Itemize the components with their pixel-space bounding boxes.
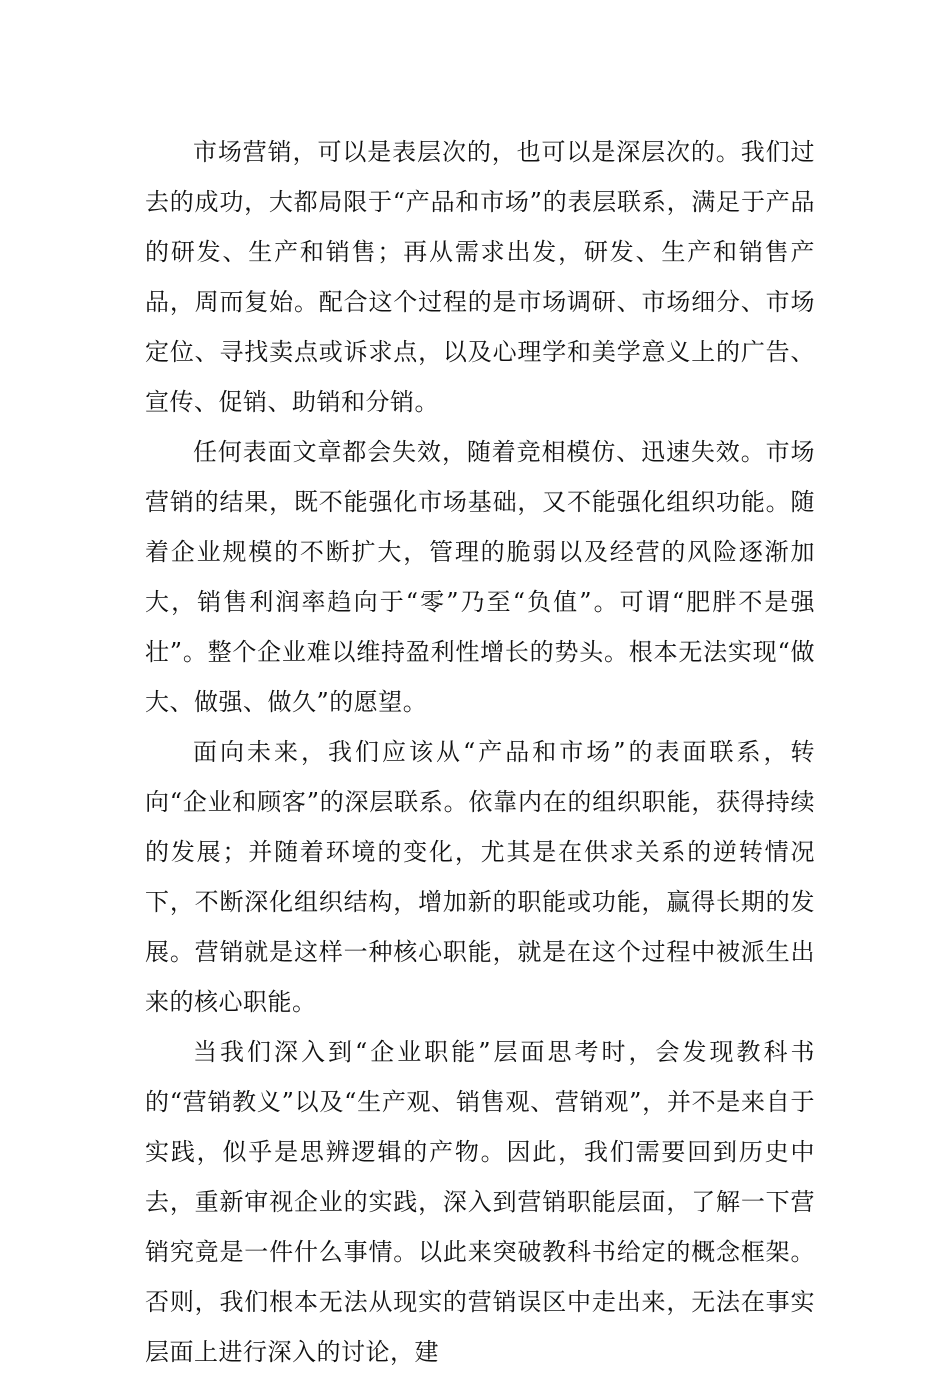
document-body [145,127,815,1377]
paragraph-3: 面向未来，我们应该从“产品和市场”的表面联系，转向“企业和顾客”的深层联系。依靠内在的组织职能，获得持续的发展；并随着环境的变化，尤其是在供求关系的逆转情况下，不断深化组织结构，增加新的职能或功能，赢得长期的发展。营销就是这样一种核心职能，就是在这个过程中被派生出来的核心职能。 [145,738,815,1016]
paragraph-2: 任何表面文章都会失效，随着竞相模仿、迅速失效。市场营销的结果，既不能强化市场基础，又不能强化组织功能。随着企业规模的不断扩大，管理的脆弱以及经营的风险逐渐加大，销售利润率趋向于“零”乃至“负值”。可谓“肥胖不是强壮”。整个企业难以维持盈利性增长的势头。根本无法实现“做大、做强、做久”的愿望。 [145,438,815,716]
paragraph-1: 市场营销，可以是表层次的，也可以是深层次的。我们过去的成功，大都局限于“产品和市场”的表层联系，满足于产品的研发、生产和销售；再从需求出发，研发、生产和销售产品，周而复始。配合这个过程的是市场调研、市场细分、市场定位、寻找卖点或诉求点，以及心理学和美学意义上的广告、宣传、促销、助销和分销。 [145,138,815,416]
paragraph-4: 当我们深入到“企业职能”层面思考时，会发现教科书的“营销教义”以及“生产观、销售观、营销观”，并不是来自于实践，似乎是思辨逻辑的产物。因此，我们需要回到历史中去，重新审视企业的实践，深入到营销职能层面，了解一下营销究竟是一件什么事情。以此来突破教科书给定的概念框架。否则，我们根本无法从现实的营销误区中走出来，无法在事实层面上进行深入的讨论，建 [145,1038,815,1366]
